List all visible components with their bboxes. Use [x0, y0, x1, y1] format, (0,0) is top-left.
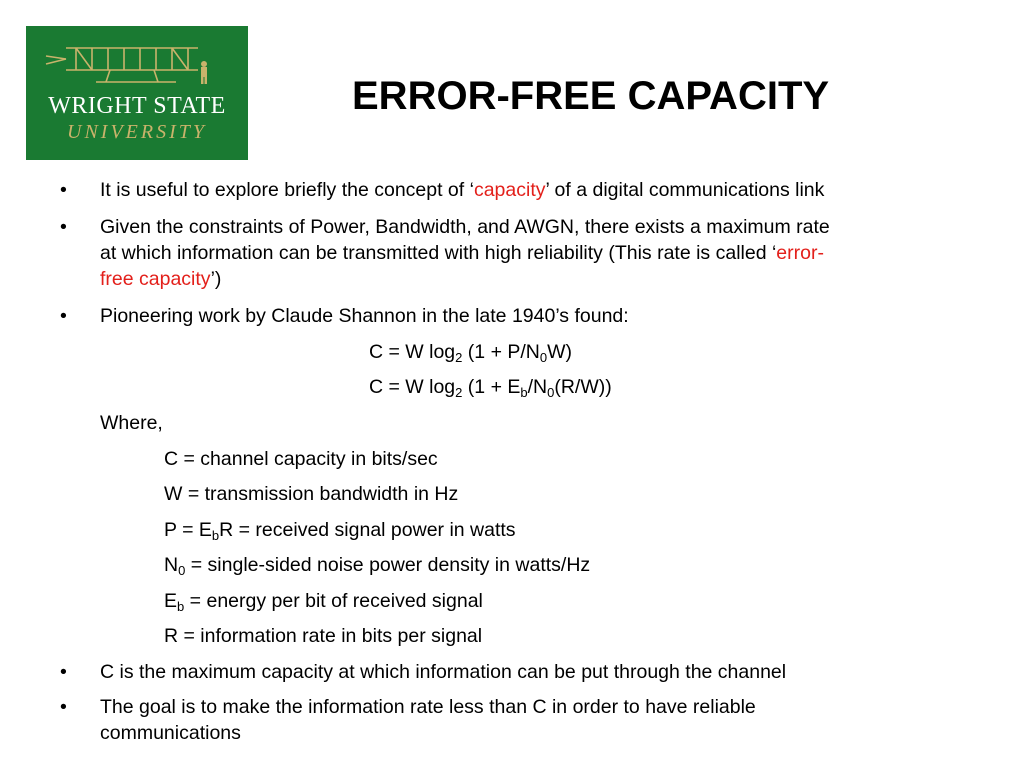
eq-subscript: 0 — [539, 350, 548, 365]
def-subscript: b — [177, 599, 185, 614]
bullet-text — [100, 694, 970, 746]
definition-n0 — [164, 552, 590, 578]
eq-part: (1 + P/N — [462, 341, 540, 363]
eq-subscript: 2 — [455, 350, 463, 365]
eq-part: /N — [527, 376, 548, 398]
text-line — [100, 240, 970, 266]
eq-part: (1 + E — [462, 376, 521, 398]
bullet-glyph: • — [60, 179, 67, 201]
def-part: P = E — [164, 519, 212, 541]
logo-wordmark: WRIGHT STATE — [48, 93, 226, 119]
def-subscript: b — [211, 528, 220, 543]
def-part: = single-sided noise power density in watts/Hz — [185, 554, 591, 576]
text-line — [100, 266, 970, 292]
equation-shannon — [369, 339, 572, 365]
bullet-text: C is the maximum capacity at which information can be put through the channel — [100, 661, 787, 683]
bullet-text — [100, 177, 970, 203]
def-part: N — [164, 554, 179, 576]
text-line: communications — [100, 722, 241, 744]
eq-part: C = W log — [369, 341, 456, 363]
def-part: R = received signal power in watts — [219, 519, 516, 541]
definition-w: W = transmission bandwidth in Hz — [164, 483, 459, 505]
eq-subscript: 2 — [455, 385, 463, 400]
definition-r: R = information rate in bits per signal — [164, 625, 483, 647]
bullet-glyph: • — [60, 305, 67, 327]
eq-part: W) — [547, 341, 573, 363]
def-part: E — [164, 590, 178, 612]
text-line: The goal is to make the information rate less than C in order to have reliable — [100, 696, 756, 718]
text-segment: It is useful to explore briefly the concept of ‘ — [100, 179, 474, 201]
highlight-term: free capacity — [100, 268, 211, 290]
eq-subscript: b — [520, 385, 528, 400]
slide-title: ERROR-FREE CAPACITY — [352, 74, 830, 118]
logo-subtitle: UNIVERSITY — [67, 121, 207, 143]
equation-shannon-eb — [369, 374, 612, 400]
definition-p — [164, 517, 516, 543]
bullet-text: Pioneering work by Claude Shannon in the late 1940’s found: — [100, 305, 629, 327]
eq-subscript: 0 — [547, 385, 555, 400]
where-label: Where, — [100, 412, 163, 434]
text-segment: at which information can be transmitted with high reliability (This rate is called ‘ — [100, 242, 777, 264]
highlight-term: capacity — [473, 179, 546, 201]
bullet-text — [100, 214, 970, 292]
bullet-glyph: • — [60, 216, 67, 238]
eq-part: C = W log — [369, 376, 456, 398]
def-subscript: 0 — [178, 563, 186, 578]
bullet-glyph: • — [60, 661, 67, 683]
text-segment: ’ of a digital communications link — [545, 179, 825, 201]
definition-c: C = channel capacity in bits/sec — [164, 448, 438, 470]
eq-part: (R/W)) — [554, 376, 612, 398]
text-segment: ’) — [210, 268, 222, 290]
text-line: Given the constraints of Power, Bandwidth, and AWGN, there exists a maximum rate — [100, 216, 830, 238]
highlight-term: error- — [776, 242, 824, 264]
bullet-glyph: • — [60, 696, 67, 718]
definition-eb — [164, 588, 483, 614]
def-part: = energy per bit of received signal — [184, 590, 483, 612]
